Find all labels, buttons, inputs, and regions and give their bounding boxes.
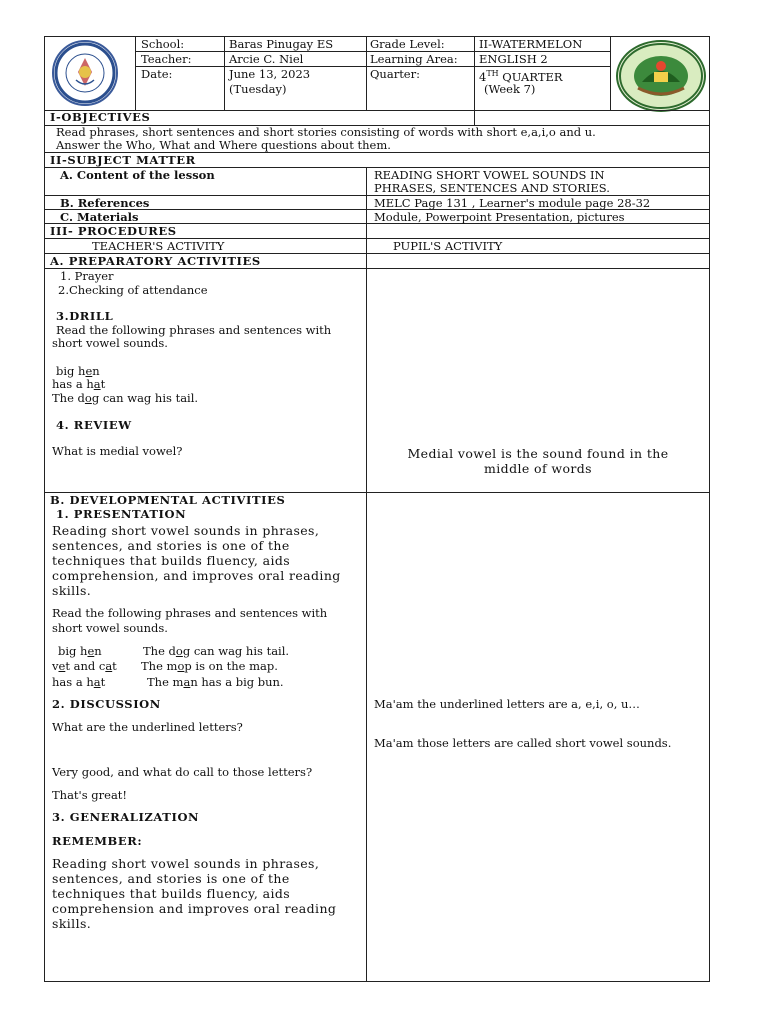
quarter-value: 4TH QUARTER [479,69,563,84]
deped-seal-icon [54,42,116,104]
date-value: June 13, 2023 [229,67,311,81]
objective-1: Read phrases, short sentences and short stories consisting of words with short e,a,i,o and u. [56,125,596,139]
quarter-week: (Week 7) [484,82,536,96]
presentation-text-5: skills. [52,583,92,598]
content-label: A. Content of the lesson [60,168,215,182]
objectives-heading: I-OBJECTIVES [50,110,151,124]
discussion-heading: 2. DISCUSSION [52,697,161,711]
teacher-label: Teacher: [141,52,192,66]
drill-heading: 3.DRILL [56,309,114,323]
subject-matter-heading: II-SUBJECT MATTER [50,153,196,167]
drill-instruction-1: Read the following phrases and sentences with [56,323,332,337]
content-value-2: PHRASES, SENTENCES AND STORIES. [374,181,610,195]
deped-seal-logo [52,40,118,106]
prayer-item: 1. Prayer [60,269,114,283]
discussion-answer-2: Ma'am those letters are called short vowel sounds. [374,736,672,750]
remember-heading: REMEMBER: [52,834,143,848]
materials-label: C. Materials [60,210,139,224]
school-seal-icon [618,42,704,110]
grade-level-value: II-WATERMELON [479,37,583,51]
presentation-text-3: techniques that builds fluency, aids [52,553,291,568]
presentation-text-4: comprehension, and improves oral reading [52,568,341,583]
generalization-text-3: techniques that builds fluency, aids [52,886,291,901]
references-label: B. References [60,196,150,210]
materials-value: Module, Powerpoint Presentation, pictures [374,210,625,224]
read-instruction-2: short vowel sounds. [52,621,168,635]
discussion-praise: That's great! [52,788,128,802]
header-divider [135,36,136,110]
review-answer-2: middle of words [484,461,592,476]
generalization-text-5: skills. [52,916,92,931]
read-instruction-1: Read the following phrases and sentences with [52,606,328,620]
sentence-mop: The mop is on the map. [141,659,278,673]
drill-instruction-2: short vowel sounds. [52,336,168,350]
drill-phrase-2: has a hat [52,377,106,391]
objectives-divider [474,110,475,125]
presentation-text-1: Reading short vowel sounds in phrases, [52,523,320,538]
discussion-question: What are the underlined letters? [52,720,243,734]
content-value-1: READING SHORT VOWEL SOUNDS IN [374,168,605,182]
presentation-heading: 1. PRESENTATION [56,507,187,521]
developmental-heading: B. DEVELOPMENTAL ACTIVITIES [50,493,286,507]
drill-phrase-1: big hen [56,364,100,378]
preparatory-heading: A. PREPARATORY ACTIVITIES [50,254,261,268]
objective-2: Answer the Who, What and Where questions about them. [56,138,391,152]
date-label: Date: [141,67,173,81]
sentence-dog: The dog can wag his tail. [143,644,290,658]
learning-area-value: ENGLISH 2 [479,52,548,66]
header-divider [366,36,367,110]
school-value: Baras Pinugay ES [229,37,334,51]
discussion-answer-1: Ma'am the underlined letters are a, e,i, o, u… [374,697,640,711]
presentation-text-2: sentences, and stories is one of the [52,538,290,553]
generalization-text-2: sentences, and stories is one of the [52,871,290,886]
sentence-man: The man has a big bun. [147,675,284,689]
review-question: What is medial vowel? [52,444,183,458]
grade-level-label: Grade Level: [370,37,445,51]
generalization-text-1: Reading short vowel sounds in phrases, [52,856,320,871]
procedures-heading: III- PROCEDURES [50,224,177,238]
generalization-heading: 3. GENERALIZATION [52,810,200,824]
review-heading: 4. REVIEW [56,418,132,432]
header-divider [610,36,611,110]
column-divider [366,167,367,982]
row-divider [44,268,710,269]
phrase-big-hen: big hen [58,644,102,658]
school-label: School: [141,37,185,51]
review-answer-1: Medial vowel is the sound found in the [407,446,669,461]
phrase-vet-cat: vet and cat [52,659,117,673]
learning-area-label: Learning Area: [370,52,458,66]
quarter-label: Quarter: [370,67,420,81]
references-value: MELC Page 131 , Learner's module page 28-32 [374,196,651,210]
phrase-has-hat: has a hat [52,675,106,689]
school-seal-logo [616,40,706,112]
teacher-value: Arcie C. Niel [229,52,304,66]
attendance-item: 2.Checking of attendance [58,283,208,297]
header-divider [474,36,475,110]
header-divider [224,36,225,110]
discussion-followup: Very good, and what do call to those letters? [52,765,313,779]
generalization-text-4: comprehension and improves oral reading [52,901,337,916]
pupil-activity-header: PUPIL'S ACTIVITY [393,239,503,253]
drill-phrase-3: The dog can wag his tail. [52,391,199,405]
date-day: (Tuesday) [229,82,287,96]
teacher-activity-header: TEACHER'S ACTIVITY [92,239,225,253]
